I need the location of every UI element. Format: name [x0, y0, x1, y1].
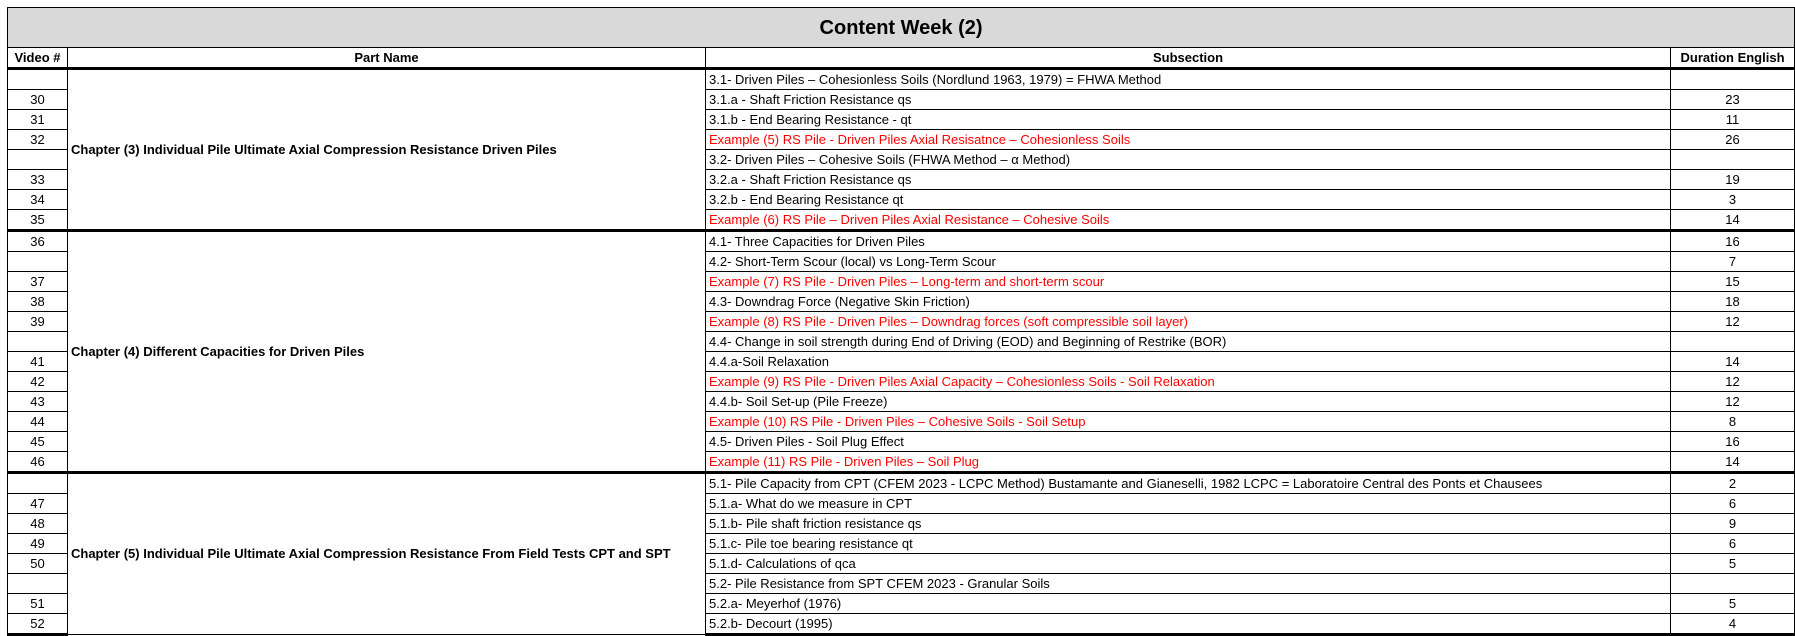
table-row — [8, 473, 1795, 494]
table-body — [8, 8, 1795, 635]
video-number-cell[interactable]: 50 — [8, 554, 68, 574]
subsection-cell[interactable]: 5.2.a- Meyerhof (1976) — [706, 594, 1671, 614]
video-number-cell[interactable]: 41 — [8, 352, 68, 372]
video-number-cell[interactable] — [8, 332, 68, 352]
duration-cell[interactable] — [1671, 574, 1795, 594]
duration-cell[interactable] — [1671, 150, 1795, 170]
example-subsection-cell[interactable]: Example (5) RS Pile - Driven Piles Axial Resisatnce – Cohesionless Soils — [706, 130, 1671, 150]
video-number-cell[interactable]: 31 — [8, 110, 68, 130]
subsection-cell[interactable]: 4.4.a-Soil Relaxation — [706, 352, 1671, 372]
header-duration[interactable]: Duration English — [1671, 48, 1795, 69]
duration-cell[interactable]: 15 — [1671, 272, 1795, 292]
video-number-cell[interactable] — [8, 150, 68, 170]
subsection-cell[interactable]: 5.2.b- Decourt (1995) — [706, 614, 1671, 635]
duration-cell[interactable]: 16 — [1671, 432, 1795, 452]
subsection-cell[interactable]: 4.4- Change in soil strength during End of Driving (EOD) and Beginning of Restrike (BOR) — [706, 332, 1671, 352]
subsection-cell[interactable]: 3.1- Driven Piles – Cohesionless Soils (Nordlund 1963, 1979) = FHWA Method — [706, 69, 1671, 90]
example-subsection-cell[interactable]: Example (8) RS Pile - Driven Piles – Downdrag forces (soft compressible soil layer) — [706, 312, 1671, 332]
video-number-cell[interactable]: 38 — [8, 292, 68, 312]
subsection-cell[interactable]: 3.1.a - Shaft Friction Resistance qs — [706, 90, 1671, 110]
subsection-cell[interactable]: 3.1.b - End Bearing Resistance - qt — [706, 110, 1671, 130]
video-number-cell[interactable]: 48 — [8, 514, 68, 534]
duration-cell[interactable]: 14 — [1671, 452, 1795, 473]
subsection-cell[interactable]: 4.3- Downdrag Force (Negative Skin Friction) — [706, 292, 1671, 312]
header-row — [8, 48, 1795, 69]
video-number-cell[interactable]: 46 — [8, 452, 68, 473]
subsection-cell[interactable]: 3.2.a - Shaft Friction Resistance qs — [706, 170, 1671, 190]
table-row — [8, 69, 1795, 90]
video-number-cell[interactable]: 42 — [8, 372, 68, 392]
video-number-cell[interactable]: 36 — [8, 231, 68, 252]
subsection-cell[interactable]: 4.1- Three Capacities for Driven Piles — [706, 231, 1671, 252]
example-subsection-cell[interactable]: Example (11) RS Pile - Driven Piles – Soil Plug — [706, 452, 1671, 473]
video-number-cell[interactable]: 43 — [8, 392, 68, 412]
example-subsection-cell[interactable]: Example (10) RS Pile - Driven Piles – Cohesive Soils - Soil Setup — [706, 412, 1671, 432]
table-row — [8, 231, 1795, 252]
video-number-cell[interactable] — [8, 69, 68, 90]
video-number-cell[interactable]: 44 — [8, 412, 68, 432]
header-subsection[interactable]: Subsection — [706, 48, 1671, 69]
duration-cell[interactable]: 12 — [1671, 372, 1795, 392]
video-number-cell[interactable]: 30 — [8, 90, 68, 110]
duration-cell[interactable]: 3 — [1671, 190, 1795, 210]
subsection-cell[interactable]: 5.1.a- What do we measure in CPT — [706, 494, 1671, 514]
duration-cell[interactable]: 11 — [1671, 110, 1795, 130]
video-number-cell[interactable]: 51 — [8, 594, 68, 614]
header-part-name[interactable]: Part Name — [68, 48, 706, 69]
duration-cell[interactable]: 5 — [1671, 594, 1795, 614]
duration-cell[interactable] — [1671, 332, 1795, 352]
example-subsection-cell[interactable]: Example (6) RS Pile – Driven Piles Axial Resistance – Cohesive Soils — [706, 210, 1671, 231]
video-number-cell[interactable]: 39 — [8, 312, 68, 332]
video-number-cell[interactable]: 34 — [8, 190, 68, 210]
duration-cell[interactable]: 14 — [1671, 210, 1795, 231]
part-name-cell[interactable]: Chapter (5) Individual Pile Ultimate Axial Compression Resistance From Field Tests CPT and SPT — [68, 473, 706, 635]
duration-cell[interactable]: 2 — [1671, 473, 1795, 494]
video-number-cell[interactable]: 35 — [8, 210, 68, 231]
video-number-cell[interactable]: 49 — [8, 534, 68, 554]
duration-cell[interactable]: 8 — [1671, 412, 1795, 432]
duration-cell[interactable]: 7 — [1671, 252, 1795, 272]
duration-cell[interactable]: 14 — [1671, 352, 1795, 372]
duration-cell[interactable]: 26 — [1671, 130, 1795, 150]
duration-cell[interactable]: 4 — [1671, 614, 1795, 635]
duration-cell[interactable]: 9 — [1671, 514, 1795, 534]
part-name-cell[interactable]: Chapter (3) Individual Pile Ultimate Axial Compression Resistance Driven Piles — [68, 69, 706, 231]
example-subsection-cell[interactable]: Example (9) RS Pile - Driven Piles Axial Capacity – Cohesionless Soils - Soil Relaxation — [706, 372, 1671, 392]
duration-cell[interactable]: 12 — [1671, 312, 1795, 332]
duration-cell[interactable]: 23 — [1671, 90, 1795, 110]
subsection-cell[interactable]: 4.4.b- Soil Set-up (Pile Freeze) — [706, 392, 1671, 412]
duration-cell[interactable]: 12 — [1671, 392, 1795, 412]
subsection-cell[interactable]: 5.1.b- Pile shaft friction resistance qs — [706, 514, 1671, 534]
content-table — [7, 7, 1795, 636]
subsection-cell[interactable]: 5.2- Pile Resistance from SPT CFEM 2023 - Granular Soils — [706, 574, 1671, 594]
duration-cell[interactable]: 19 — [1671, 170, 1795, 190]
video-number-cell[interactable]: 47 — [8, 494, 68, 514]
video-number-cell[interactable] — [8, 574, 68, 594]
duration-cell[interactable]: 5 — [1671, 554, 1795, 574]
subsection-cell[interactable]: 4.5- Driven Piles - Soil Plug Effect — [706, 432, 1671, 452]
header-video[interactable]: Video # — [8, 48, 68, 69]
duration-cell[interactable]: 6 — [1671, 534, 1795, 554]
duration-cell[interactable] — [1671, 69, 1795, 90]
subsection-cell[interactable]: 4.2- Short-Term Scour (local) vs Long-Term Scour — [706, 252, 1671, 272]
subsection-cell[interactable]: 5.1.d- Calculations of qca — [706, 554, 1671, 574]
duration-cell[interactable]: 18 — [1671, 292, 1795, 312]
duration-cell[interactable]: 6 — [1671, 494, 1795, 514]
duration-cell[interactable]: 16 — [1671, 231, 1795, 252]
part-name-cell[interactable]: Chapter (4) Different Capacities for Driven Piles — [68, 231, 706, 473]
video-number-cell[interactable]: 52 — [8, 614, 68, 635]
subsection-cell[interactable]: 3.2- Driven Piles – Cohesive Soils (FHWA Method – α Method) — [706, 150, 1671, 170]
subsection-cell[interactable]: 5.1.c- Pile toe bearing resistance qt — [706, 534, 1671, 554]
subsection-cell[interactable]: 5.1- Pile Capacity from CPT (CFEM 2023 - LCPC Method) Bustamante and Gianeselli, 1982 LCPC = Laboratoire Central des Ponts et Chausees — [706, 473, 1671, 494]
sheet-title[interactable]: Content Week (2) — [8, 8, 1795, 48]
video-number-cell[interactable] — [8, 252, 68, 272]
example-subsection-cell[interactable]: Example (7) RS Pile - Driven Piles – Long-term and short-term scour — [706, 272, 1671, 292]
video-number-cell[interactable] — [8, 473, 68, 494]
subsection-cell[interactable]: 3.2.b - End Bearing Resistance qt — [706, 190, 1671, 210]
video-number-cell[interactable]: 32 — [8, 130, 68, 150]
video-number-cell[interactable]: 33 — [8, 170, 68, 190]
video-number-cell[interactable]: 37 — [8, 272, 68, 292]
video-number-cell[interactable]: 45 — [8, 432, 68, 452]
